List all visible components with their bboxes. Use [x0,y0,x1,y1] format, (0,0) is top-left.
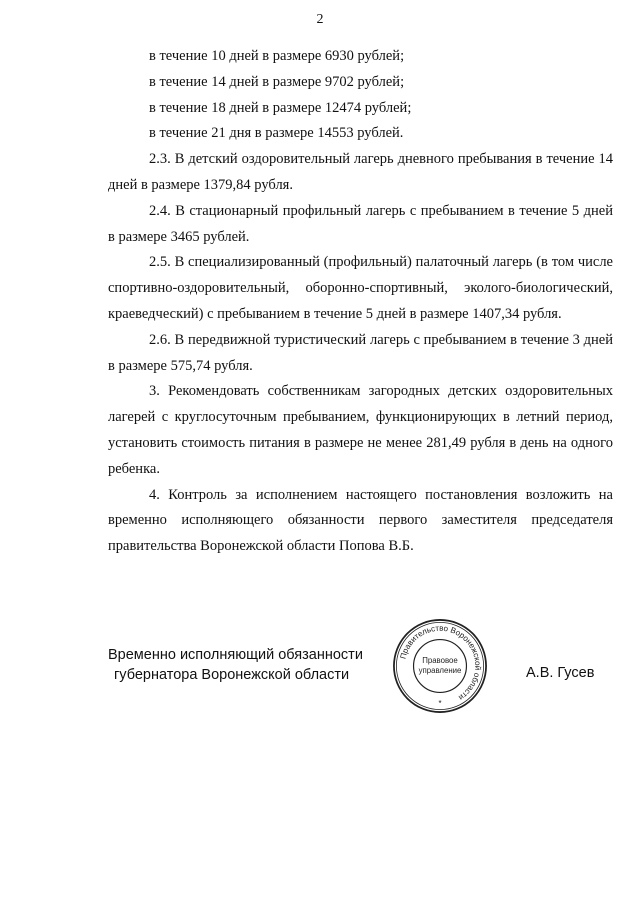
stamp-ring-text: Правительство Воронежской области [398,623,483,703]
signature-block [108,623,613,725]
page-number: 2 [316,12,324,27]
signatory-title-line1: Временно исполняющий обязанности [108,647,363,663]
signatory-title [108,645,363,685]
document-body [108,44,613,560]
stamp-star-icon: * [438,699,442,709]
list-item: в течение 18 дней в размере 12474 рублей; [149,99,412,116]
paragraph-2-5: 2.5. В специализированный (профильный) палаточный лагерь (в том числе спортивно-оздоровительный, оборонно-спортивный, эколого-биологический, краеведческий) с пребыванием в течение 5 дней в размере 1407,34 рубля. [108,254,613,322]
paragraph-2-6: 2.6. В передвижной туристический лагерь с пребыванием в течение 3 дней в размере 575,74 рубля. [108,331,613,374]
paragraph-4: 4. Контроль за исполнением настоящего постановления возложить на временно исполняющего обязанности первого заместителя председателя правительства Воронежской области Попова В.Б. [108,486,613,555]
paragraph-3: 3. Рекомендовать собственникам загородных детских оздоровительных лагерей с круглосуточным пребыванием, функционирующих в летний период, установить стоимость питания в размере не менее 281,49 рубля в день на одного ребенка. [108,383,613,477]
stamp-center-line2: управление [418,665,462,675]
signatory-name: А.В. Гусев [526,665,595,681]
paragraph-2-4: 2.4. В стационарный профильный лагерь с пребыванием в течение 5 дней в размере 3465 рублей. [108,202,613,245]
signatory-title-line2: губернатора Воронежской области [114,667,350,683]
list-item: в течение 10 дней в размере 6930 рублей; [149,48,405,64]
stamp-center-line1: Правовое [422,656,458,666]
paragraph-2-3: 2.3. В детский оздоровительный лагерь дневного пребывания в течение 14 дней в размере 1379,84 рубля. [108,151,613,193]
official-stamp [391,617,489,715]
list-item: в течение 14 дней в размере 9702 рублей; [149,73,405,90]
list-item: в течение 21 дня в размере 14553 рублей. [149,125,404,142]
